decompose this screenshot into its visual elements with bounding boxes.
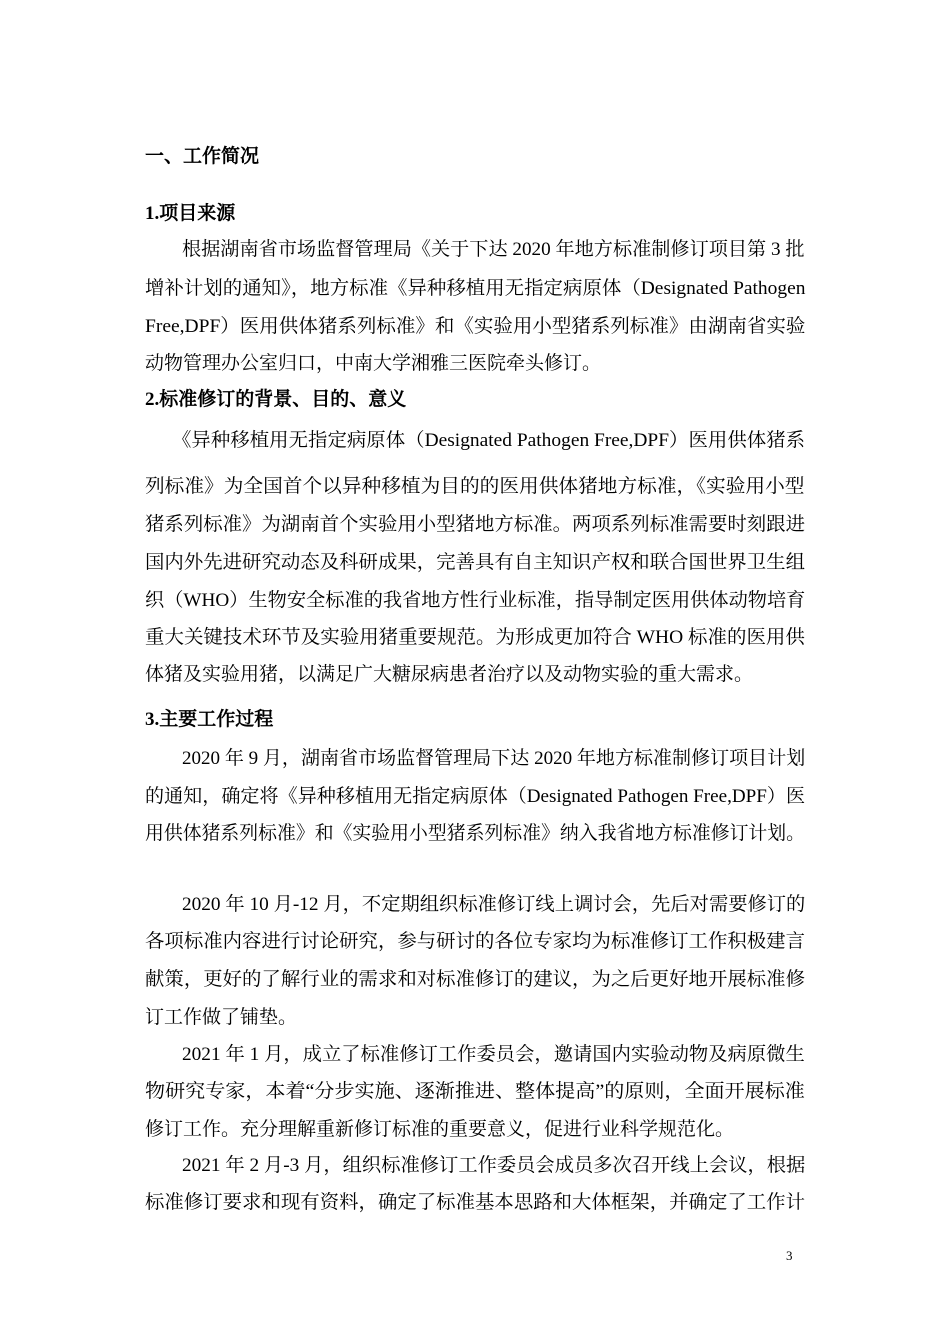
paragraph-line: 各项标准内容进行讨论研究，参与研讨的各位专家均为标准修订工作积极建言 (145, 931, 806, 952)
paragraph-line: 订工作做了铺垫。 (145, 1007, 298, 1028)
section-title: 一、工作简况 (145, 146, 260, 167)
paragraph-line: 2020 年 9 月，湖南省市场监督管理局下达 2020 年地方标准制修订项目计划 (182, 748, 806, 769)
paragraph-line: 2021 年 1 月，成立了标准修订工作委员会，邀请国内实验动物及病原微生 (182, 1044, 805, 1065)
paragraph-line: 猪系列标准》为湖南首个实验用小型猪地方标准。两项系列标准需要时刻跟进 (145, 514, 806, 535)
paragraph-line: 的通知，确定将《异种移植用无指定病原体（Designated Pathogen Free,DPF）医 (145, 786, 806, 807)
subsection-heading: 1.项目来源 (145, 203, 236, 224)
paragraph-line: 国内外先进研究动态及科研成果，完善具有自主知识产权和联合国世界卫生组 (145, 552, 806, 573)
paragraph-line: 2020 年 10 月-12 月，不定期组织标准修订线上调讨会，先后对需要修订的 (182, 894, 806, 915)
paragraph-line: 织（WHO）生物安全标准的我省地方性行业标准，指导制定医用供体动物培育 (145, 590, 806, 611)
page-number: 3 (786, 1248, 793, 1263)
subsection-heading: 3.主要工作过程 (145, 709, 274, 730)
paragraph-line: 增补计划的通知》，地方标准《异种移植用无指定病原体（Designated Pathogen (145, 278, 806, 299)
paragraph-line: 标准修订要求和现有资料，确定了标准基本思路和大体框架，并确定了工作计 (145, 1192, 806, 1213)
paragraph-line: 献策，更好的了解行业的需求和对标准修订的建议，为之后更好地开展标准修 (145, 969, 806, 990)
paragraph-line: 重大关键技术环节及实验用猪重要规范。为形成更加符合 WHO 标准的医用供 (145, 627, 805, 648)
paragraph-line: 修订工作。充分理解重新修订标准的重要意义，促进行业科学规范化。 (145, 1119, 735, 1140)
paragraph-line: Free,DPF）医用供体猪系列标准》和《实验用小型猪系列标准》由湖南省实验 (145, 316, 806, 337)
paragraph-line: 列标准》为全国首个以异种移植为目的的医用供体猪地方标准，《实验用小型 (145, 476, 805, 497)
paragraph-line: 《异种移植用无指定病原体（Designated Pathogen Free,DPF）医用供体猪系 (172, 430, 806, 451)
paragraph-line: 物研究专家，本着“分步实施、逐渐推进、整体提高”的原则，全面开展标准 (145, 1081, 805, 1102)
paragraph-line: 用供体猪系列标准》和《实验用小型猪系列标准》纳入我省地方标准修订计划。 (145, 823, 806, 844)
paragraph-line: 根据湖南省市场监督管理局《关于下达 2020 年地方标准制修订项目第 3 批 (182, 239, 805, 260)
paragraph-line: 2021 年 2 月-3 月，组织标准修订工作委员会成员多次召开线上会议，根据 (182, 1155, 806, 1176)
paragraph-line: 体猪及实验用猪，以满足广大糖尿病患者治疗以及动物实验的重大需求。 (145, 664, 754, 685)
paragraph-line: 动物管理办公室归口，中南大学湘雅三医院牵头修订。 (145, 353, 602, 374)
subsection-heading: 2.标准修订的背景、目的、意义 (145, 389, 407, 410)
